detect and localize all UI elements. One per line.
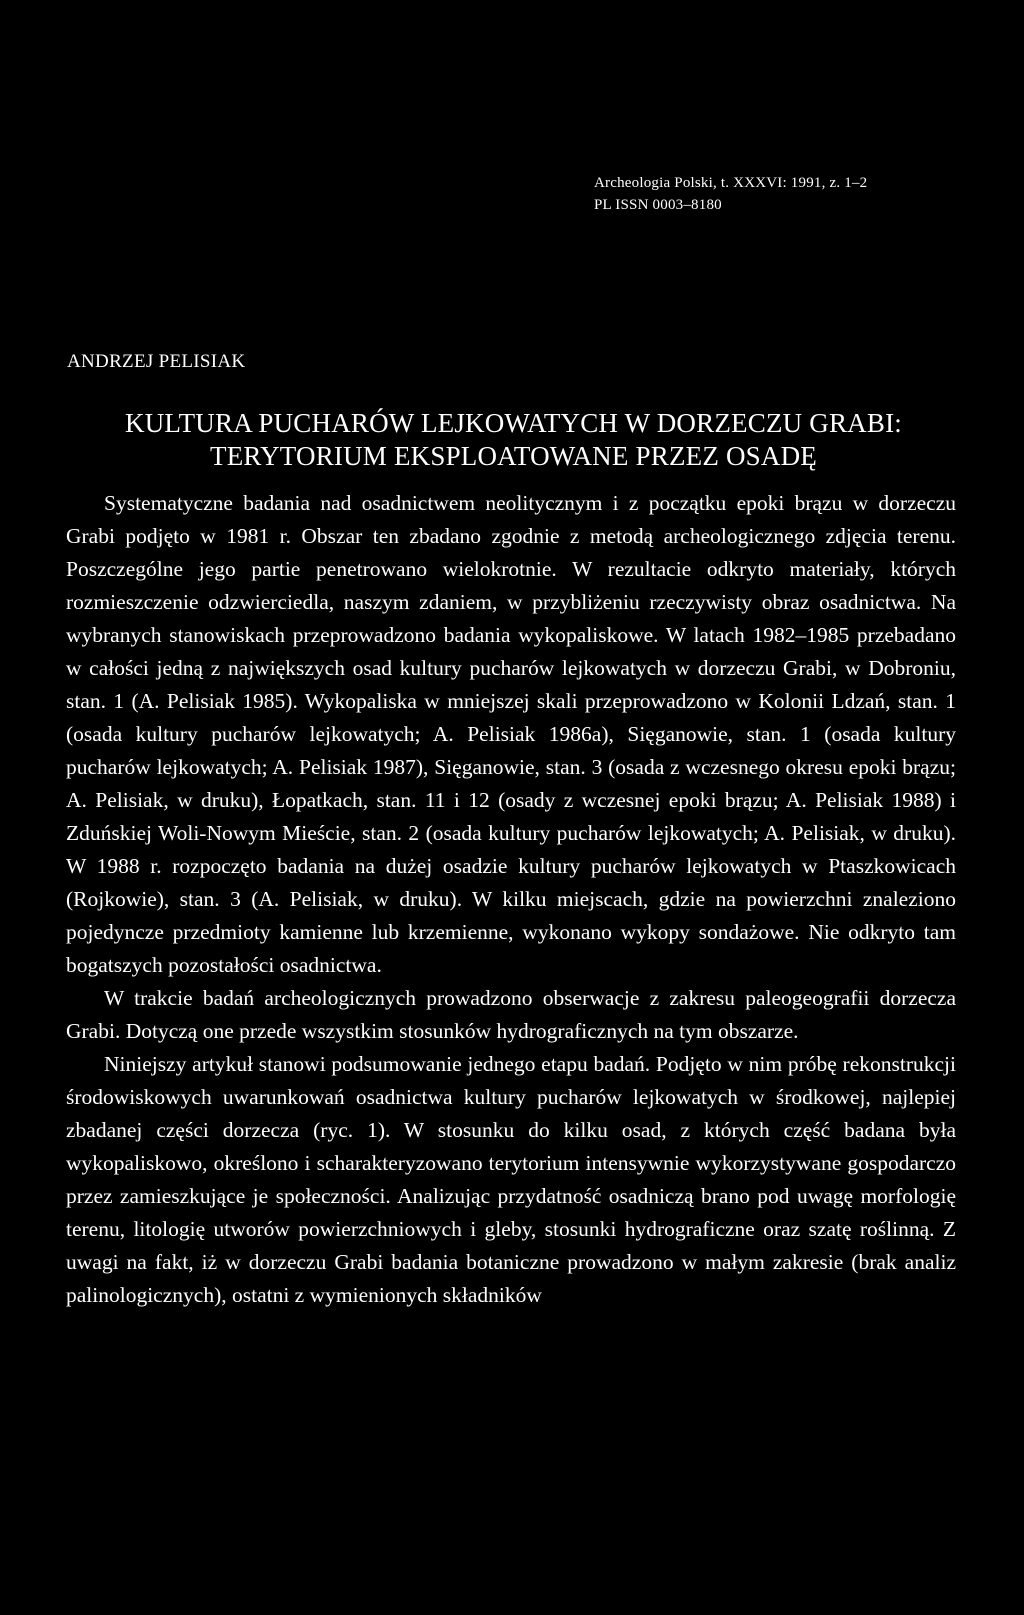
journal-citation: Archeologia Polski, t. XXXVI: 1991, z. 1–2 [594, 175, 868, 191]
title-line-2: TERYTORIUM EKSPLOATOWANE PRZEZ OSADĘ [210, 441, 817, 471]
paragraph: Systematyczne badania nad osadnictwem neolitycznym i z początku epoki brązu w dorzeczu Grabi podjęto w 1981 r. Obszar ten zbadano zgodnie z metodą archeologicznego zdjęcia terenu. Poszczególne jego partie penetrowano wielokrotnie. W rezultacie odkryto materiały, których rozmieszczenie odzwierciedla, naszym zdaniem, w przybliżeniu rzeczywisty obraz osadnictwa. Na wybranych stanowiskach przeprowadzono badania wykopaliskowe. W latach 1982–1985 przebadano w całości jedną z największych osad kultury pucharów lejkowatych w dorzeczu Grabi, w Dobroniu, stan. 1 (A. Pelisiak 1985). Wykopaliska w mniejszej skali przeprowadzono w Kolonii Ldzań, stan. 1 (osada kultury pucharów lejkowatych; A. Pelisiak 1986a), Sięganowie, stan. 1 (osada kultury pucharów lejkowatych; A. Pelisiak 1987), Sięganowie, stan. 3 (osada z wczesnego okresu epoki brązu; A. Pelisiak, w druku), Łopatkach, stan. 11 i 12 (osady z wczesnej epoki brązu; A. Pelisiak 1988) i Zduńskiej Woli-Nowym Mieście, stan. 2 (osada kultury pucharów lejkowatych; A. Pelisiak, w druku). W 1988 r. rozpoczęto badania na dużej osadzie kultury pucharów lejkowatych w Ptaszkowicach (Rojkowie), stan. 3 (A. Pelisiak, w druku). W kilku miejscach, gdzie na powierzchni znaleziono pojedyncze przedmioty kamienne lub krzemienne, wykonano wykopy sondażowe. Nie odkryto tam bogatszych pozostałości osadnictwa. [66, 491, 956, 977]
author-name: ANDRZEJ PELISIAK [67, 351, 246, 372]
journal-header [594, 172, 867, 216]
title-line-1: KULTURA PUCHARÓW LEJKOWATYCH W DORZECZU GRABI: [125, 408, 902, 438]
paragraph: W trakcie badań archeologicznych prowadzono obserwacje z zakresu paleogeografii dorzecza Grabi. Dotyczą one przede wszystkim stosunków hydrograficznych na tym obszarze. [66, 986, 956, 1043]
article-title [66, 407, 961, 473]
issn-line: PL ISSN 0003–8180 [594, 197, 722, 213]
paragraph: Niniejszy artykuł stanowi podsumowanie jednego etapu badań. Podjęto w nim próbę rekonstrukcji środowiskowych uwarunkowań osadnictwa kultury pucharów lejkowatych w środkowej, najlepiej zbadanej części dorzecza (ryc. 1). W stosunku do kilku osad, z których część badana była wykopaliskowo, określono i scharakteryzowano terytorium intensywnie wykorzystywane gospodarczo przez zamieszkujące je społeczności. Analizując przydatność osadniczą brano pod uwagę morfologię terenu, litologię utworów powierzchniowych i gleby, stosunki hydrograficzne oraz szatę roślinną. Z uwagi na fakt, iż w dorzeczu Grabi badania botaniczne prowadzono w małym zakresie (brak analiz palinologicznych), ostatni z wymienionych składników [66, 1052, 956, 1307]
article-body [66, 487, 956, 1312]
